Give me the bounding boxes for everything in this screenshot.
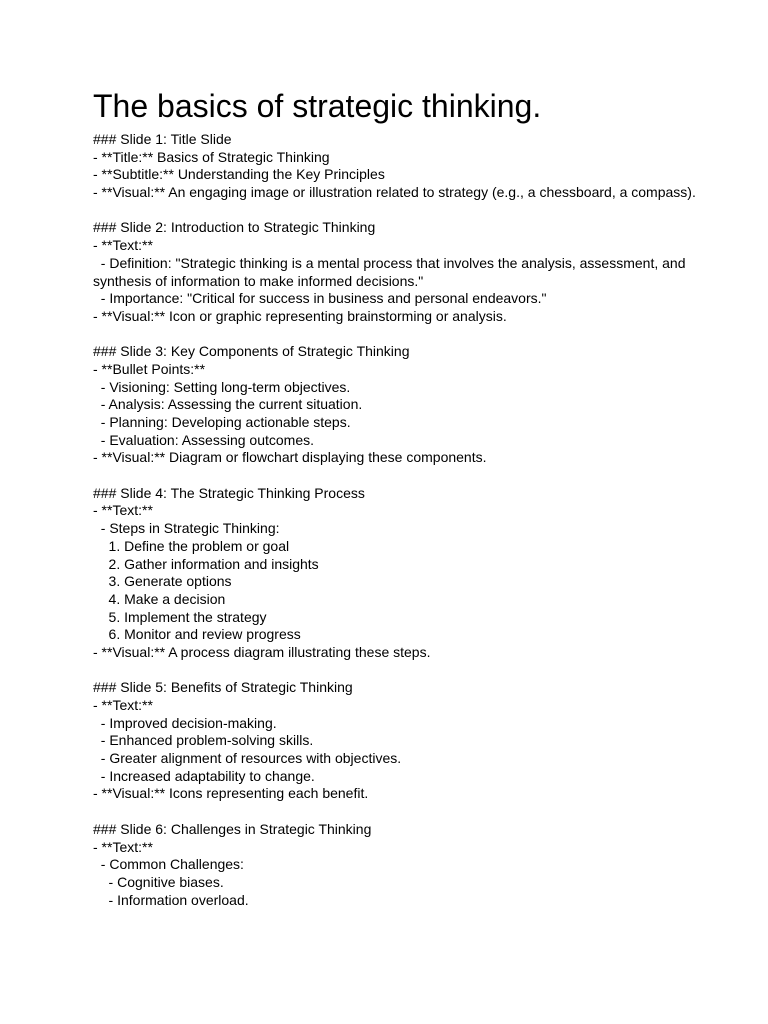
text-line: - Greater alignment of resources with objectives. bbox=[93, 750, 402, 767]
text-line: - Information overload. bbox=[93, 891, 249, 908]
text-line: - Definition: "Strategic thinking is a mental process that involves the analysis, assessment, and synthesis of information to make informed decisions." bbox=[93, 254, 690, 289]
document-title: The basics of strategic thinking. bbox=[93, 88, 542, 124]
text-line: - Enhanced problem-solving skills. bbox=[93, 732, 314, 749]
slide-heading: ### Slide 3: Key Components of Strategic Thinking bbox=[93, 343, 410, 360]
text-line: - **Visual:** Diagram or flowchart displaying these components. bbox=[93, 449, 487, 466]
text-line: - Steps in Strategic Thinking: bbox=[93, 520, 280, 537]
slide-heading: ### Slide 2: Introduction to Strategic Thinking bbox=[93, 219, 376, 236]
text-line: - Improved decision-making. bbox=[93, 714, 277, 731]
text-line: - Importance: "Critical for success in business and personal endeavors." bbox=[93, 290, 547, 307]
blank-line bbox=[93, 467, 733, 485]
text-line: - **Text:** bbox=[93, 697, 153, 714]
text-line: - Planning: Developing actionable steps. bbox=[93, 414, 351, 431]
text-line: 6. Monitor and review progress bbox=[93, 626, 301, 643]
text-line: - **Bullet Points:** bbox=[93, 360, 206, 377]
document-body bbox=[93, 131, 733, 909]
blank-line bbox=[93, 202, 733, 220]
text-line: 2. Gather information and insights bbox=[93, 555, 319, 572]
blank-line bbox=[93, 803, 733, 821]
text-line: - **Text:** bbox=[93, 237, 153, 254]
slide-heading: ### Slide 5: Benefits of Strategic Thinking bbox=[93, 679, 353, 696]
text-line: - **Text:** bbox=[93, 502, 153, 519]
text-line: 5. Implement the strategy bbox=[93, 608, 267, 625]
text-line: - Visioning: Setting long-term objectives. bbox=[93, 378, 351, 395]
text-line: - **Title:** Basics of Strategic Thinking bbox=[93, 148, 330, 165]
slide-heading: ### Slide 6: Challenges in Strategic Thinking bbox=[93, 820, 372, 837]
text-line: - Analysis: Assessing the current situation. bbox=[93, 396, 363, 413]
blank-line bbox=[93, 662, 733, 680]
text-line: 4. Make a decision bbox=[93, 590, 226, 607]
text-line: - **Visual:** An engaging image or illustration related to strategy (e.g., a chessboard, a compass). bbox=[93, 184, 696, 201]
text-line: - Increased adaptability to change. bbox=[93, 767, 315, 784]
text-line: - **Visual:** Icons representing each benefit. bbox=[93, 785, 369, 802]
text-line: - **Subtitle:** Understanding the Key Principles bbox=[93, 166, 385, 183]
blank-line bbox=[93, 326, 733, 344]
text-line: - Cognitive biases. bbox=[93, 873, 224, 890]
text-line: - **Visual:** Icon or graphic representing brainstorming or analysis. bbox=[93, 307, 507, 324]
text-line: - Evaluation: Assessing outcomes. bbox=[93, 431, 314, 448]
slide-heading: ### Slide 4: The Strategic Thinking Process bbox=[93, 484, 365, 501]
text-line: - **Text:** bbox=[93, 838, 153, 855]
text-line: - **Visual:** A process diagram illustrating these steps. bbox=[93, 643, 431, 660]
text-line: - Common Challenges: bbox=[93, 856, 244, 873]
text-line: 1. Define the problem or goal bbox=[93, 537, 290, 554]
slide-heading: ### Slide 1: Title Slide bbox=[93, 131, 232, 147]
document-page bbox=[93, 86, 733, 909]
text-line: 3. Generate options bbox=[93, 573, 232, 590]
